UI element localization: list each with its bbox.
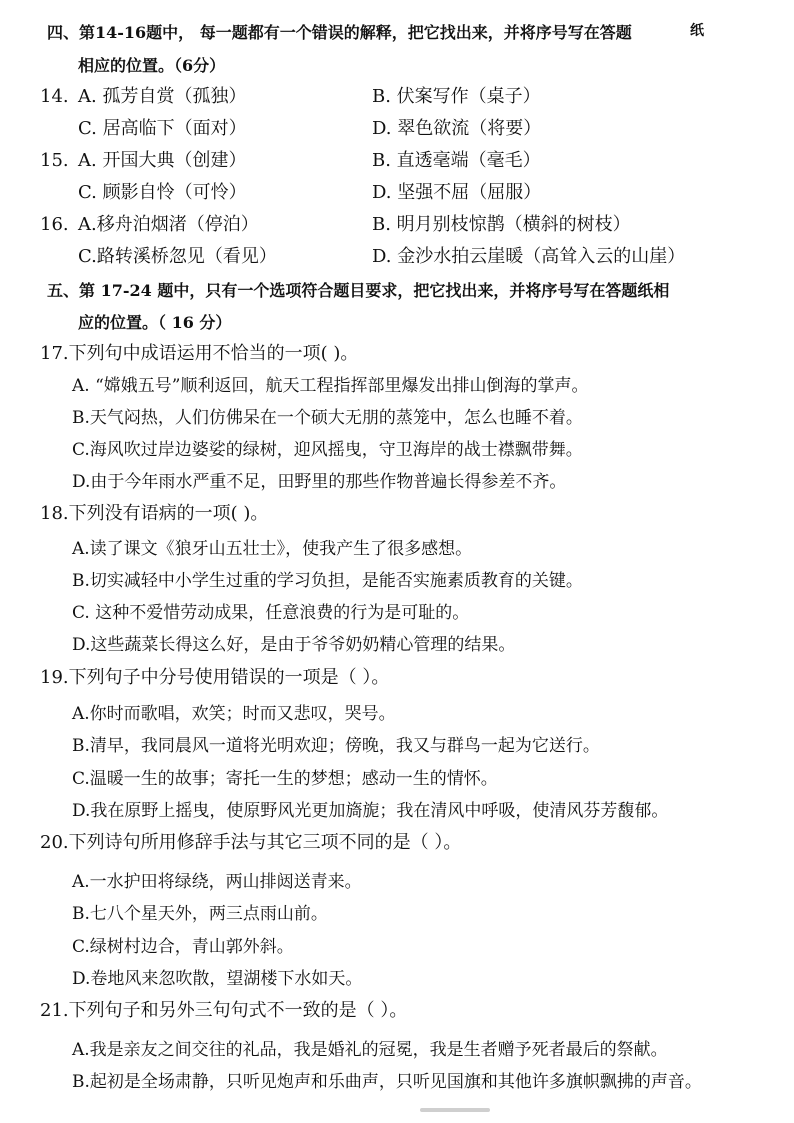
q18-option-d: D.这些蔬菜长得这么好，是由于爷爷奶奶精心管理的结果。 [72,635,516,655]
q18-option-c: C. 这种不爱惜劳动成果，任意浪费的行为是可耻的。 [72,603,470,623]
q14-option-a: A. 孤芳自赏（孤独） [78,86,247,107]
q17-option-c: C.海风吹过岸边婆娑的绿树，迎风摇曳，守卫海岸的战士襟飘带舞。 [72,440,583,460]
section4-heading-line2: 相应的位置。（6分） [78,56,226,75]
q18-stem: 18.下列没有语病的一项( )。 [40,503,269,524]
q16-option-c: C.路转溪桥忽见（看见） [78,246,277,267]
q17-stem: 17.下列句中成语运用不恰当的一项( )。 [40,343,359,364]
q16-number: 16. [40,214,69,235]
q21-stem: 21.下列句子和另外三句句式不一致的是（ ）。 [40,1000,408,1021]
q19-option-b: B.清早，我同晨风一道将光明欢迎；傍晚，我又与群鸟一起为它送行。 [72,736,600,756]
section5-heading-line1: 五、第 17-24 题中，只有一个选项符合题目要求，把它找出来，并将序号写在答题纸相 [47,281,670,300]
q15-option-b: B. 直透毫端（毫毛） [372,150,541,171]
q21-option-a: A.我是亲友之间交往的礼品，我是婚礼的冠冕，我是生者赠予死者最后的祭献。 [72,1040,668,1060]
section5-heading-line2: 应的位置。（ 16 分） [78,313,232,332]
q19-option-d: D.我在原野上摇曳，使原野风光更加旖旎；我在清风中呼吸，使清风芬芳馥郁。 [72,801,669,821]
q14-option-d: D. 翠色欲流（将要） [372,118,542,139]
q18-option-a: A.读了课文《狼牙山五壮士》，使我产生了很多感想。 [72,539,473,559]
q20-option-a: A.一水护田将绿绕，两山排闼送青来。 [72,872,362,892]
q14-number: 14. [40,86,69,107]
q15-option-d: D. 坚强不屈（屈服） [372,182,542,203]
q19-option-c: C.温暖一生的故事；寄托一生的梦想；感动一生的情怀。 [72,769,498,789]
q16-option-b: B. 明月别枝惊鹊（横斜的树枝） [372,214,631,235]
q16-option-a: A.移舟泊烟渚（停泊） [78,214,259,235]
q16-option-d: D. 金沙水拍云崖暖（高耸入云的山崖） [372,246,686,267]
q20-option-c: C.绿树村边合，青山郭外斜。 [72,937,294,957]
q21-option-b: B.起初是全场肃静，只听见炮声和乐曲声，只听见国旗和其他许多旗帜飘拂的声音。 [72,1072,702,1092]
q20-option-d: D.卷地风来忽吹散，望湖楼下水如天。 [72,969,363,989]
q17-option-d: D.由于今年雨水严重不足，田野里的那些作物普遍长得参差不齐。 [72,472,567,492]
q18-option-b: B.切实减轻中小学生过重的学习负担，是能否实施素质教育的关键。 [72,571,583,591]
q19-option-a: A.你时而歌唱，欢笑；时而又悲叹，哭号。 [72,704,396,724]
section4-heading-line1: 四、第14-16题中， 每一题都有一个错误的解释，把它找出来，并将序号写在答题 [47,23,632,42]
q20-stem: 20.下列诗句所用修辞手法与其它三项不同的是（ ）。 [40,832,462,853]
scan-artifact [420,1108,490,1112]
q17-option-a: A. “嫦娥五号”顺利返回，航天工程指挥部里爆发出排山倒海的掌声。 [72,376,589,396]
section4-heading-tail: 纸 [690,23,704,39]
q19-stem: 19.下列句子中分号使用错误的一项是（ ）。 [40,667,390,688]
q17-option-b: B.天气闷热，人们仿佛呆在一个硕大无朋的蒸笼中，怎么也睡不着。 [72,408,583,428]
q14-option-b: B. 伏案写作（桌子） [372,86,541,107]
q15-number: 15. [40,150,69,171]
q20-option-b: B.七八个星天外，两三点雨山前。 [72,904,328,924]
q14-option-c: C. 居高临下（面对） [78,118,247,139]
q15-option-c: C. 顾影自怜（可怜） [78,182,247,203]
q15-option-a: A. 开国大典（创建） [78,150,247,171]
